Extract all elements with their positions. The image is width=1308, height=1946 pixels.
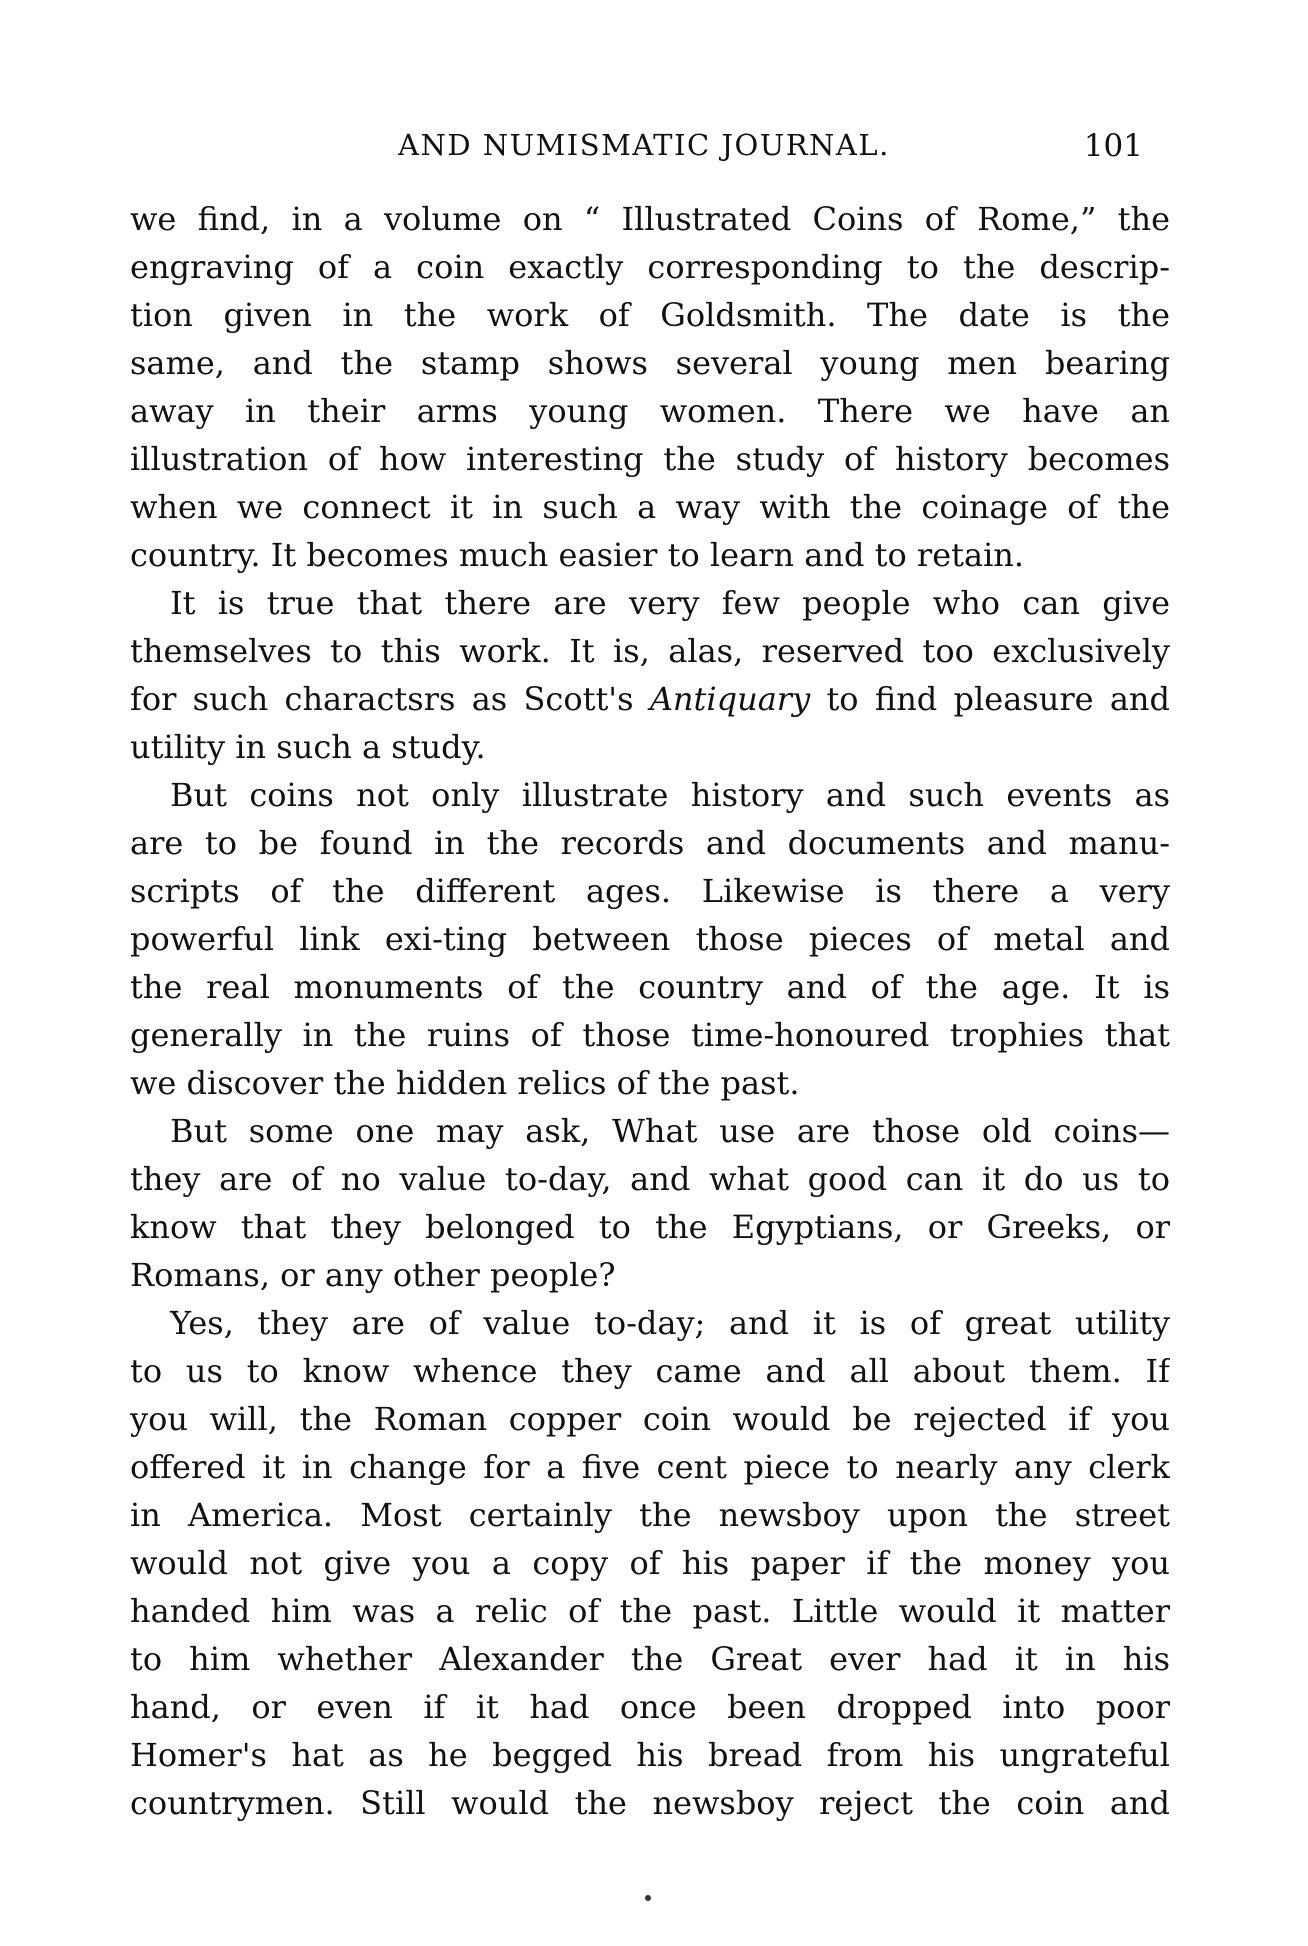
- text-line: [130, 1155, 1170, 1203]
- text-line: [130, 195, 1170, 243]
- text-line: [130, 1635, 1170, 1683]
- text-line: [130, 1203, 1170, 1251]
- line-text: would not give you a copy of his paper if the money you: [130, 1544, 1170, 1582]
- line-text: we discover the hidden relics of the past.: [130, 1064, 800, 1102]
- line-text-continued: to find pleasure and: [810, 680, 1170, 718]
- line-text: themselves to this work. It is, alas, reserved too exclusively: [130, 632, 1170, 670]
- text-line: [130, 1347, 1170, 1395]
- text-line: [130, 1059, 1170, 1107]
- line-text: you will, the Roman copper coin would be rejected if you: [130, 1400, 1170, 1438]
- text-line: [130, 771, 1170, 819]
- line-text: Romans, or any other people?: [130, 1256, 616, 1294]
- line-text: are to be found in the records and documents and manu-: [130, 824, 1170, 862]
- line-text: we find, in a volume on “ Illustrated Coins of Rome,” the: [130, 200, 1170, 238]
- line-text: scripts of the different ages. Likewise is there a very: [130, 872, 1170, 910]
- text-line: [130, 339, 1170, 387]
- text-line: [130, 531, 1170, 579]
- text-line: [130, 435, 1170, 483]
- line-text: engraving of a coin exactly corresponding to the descrip-: [130, 248, 1170, 286]
- footer-dot: [645, 1895, 651, 1901]
- line-text: countrymen. Still would the newsboy reject the coin and: [130, 1784, 1170, 1822]
- text-line: [130, 963, 1170, 1011]
- body-text: [130, 195, 1170, 1827]
- line-text: Yes, they are of value to-day; and it is of great utility: [170, 1304, 1170, 1342]
- line-text: utility in such a study.: [130, 728, 486, 766]
- line-text: they are of no value to-day, and what good can it do us to: [130, 1160, 1170, 1198]
- line-text: to him whether Alexander the Great ever had it in his: [130, 1640, 1170, 1678]
- line-text: to us to know whence they came and all about them. If: [130, 1352, 1170, 1390]
- text-line: [130, 915, 1170, 963]
- text-line: [130, 1299, 1170, 1347]
- text-line: [130, 1011, 1170, 1059]
- line-text: hand, or even if it had once been dropped into poor: [130, 1688, 1170, 1726]
- text-line: [130, 723, 1170, 771]
- line-text: know that they belonged to the Egyptians, or Greeks, or: [130, 1208, 1170, 1246]
- line-text: illustration of how interesting the study of history becomes: [130, 440, 1170, 478]
- line-text: handed him was a relic of the past. Little would it matter: [130, 1592, 1170, 1630]
- text-line: [130, 1779, 1170, 1827]
- text-line: [130, 1731, 1170, 1779]
- text-line: [130, 291, 1170, 339]
- line-text: powerful link exi-ting between those pieces of metal and: [130, 920, 1170, 958]
- line-text: away in their arms young women. There we have an: [130, 392, 1170, 430]
- text-line: [130, 579, 1170, 627]
- text-line: [130, 819, 1170, 867]
- line-text: Homer's hat as he begged his bread from his ungrateful: [130, 1736, 1170, 1774]
- text-line: [130, 627, 1170, 675]
- text-line: [130, 483, 1170, 531]
- line-text: for such charactsrs as Scott's: [130, 680, 650, 718]
- line-text: tion given in the work of Goldsmith. The date is the: [130, 296, 1170, 334]
- text-line: [130, 1587, 1170, 1635]
- text-line: [130, 1539, 1170, 1587]
- text-line: [130, 1491, 1170, 1539]
- line-text: offered it in change for a five cent piece to nearly any clerk: [130, 1448, 1170, 1486]
- line-text: But coins not only illustrate history and such events as: [170, 776, 1170, 814]
- text-line: [130, 675, 1170, 723]
- text-line: [130, 1251, 1170, 1299]
- line-text: generally in the ruins of those time-honoured trophies that: [130, 1016, 1170, 1054]
- text-line: [130, 1443, 1170, 1491]
- text-line: [130, 867, 1170, 915]
- line-text: country. It becomes much easier to learn and to retain.: [130, 536, 1025, 574]
- text-line: [130, 1395, 1170, 1443]
- running-head: AND NUMISMATIC JOURNAL.: [398, 128, 890, 162]
- text-line: [130, 1683, 1170, 1731]
- line-text: the real monuments of the country and of the age. It is: [130, 968, 1170, 1006]
- line-text: when we connect it in such a way with the coinage of the: [130, 488, 1170, 526]
- italic-title: Antiquary: [649, 680, 811, 718]
- line-text: But some one may ask, What use are those old coins—: [170, 1112, 1170, 1150]
- page-header: [130, 88, 1148, 164]
- line-text: It is true that there are very few people who can give: [170, 584, 1170, 622]
- text-line: [130, 387, 1170, 435]
- line-text: same, and the stamp shows several young men bearing: [130, 344, 1170, 382]
- page-number: 101: [1083, 128, 1143, 164]
- text-line: [130, 1107, 1170, 1155]
- line-text: in America. Most certainly the newsboy upon the street: [130, 1496, 1170, 1534]
- text-line: [130, 243, 1170, 291]
